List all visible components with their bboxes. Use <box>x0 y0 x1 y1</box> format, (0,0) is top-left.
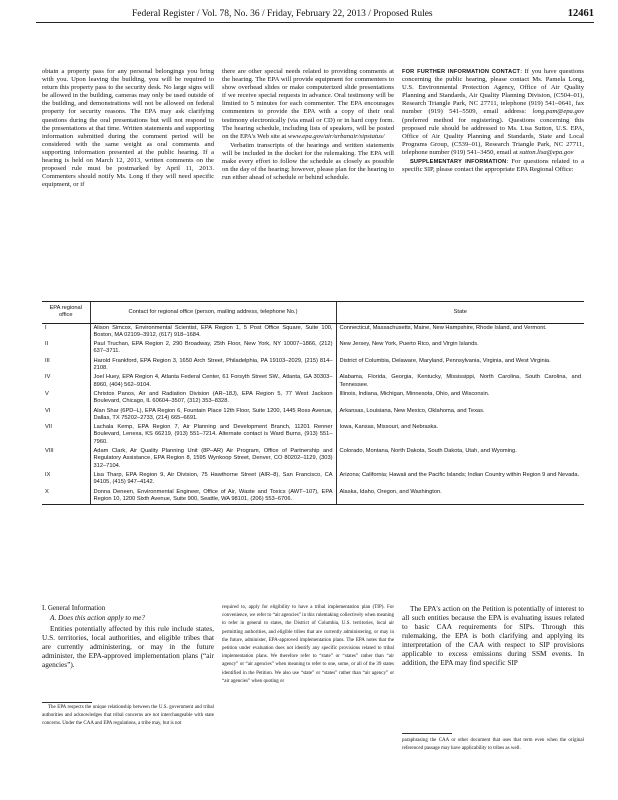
states-cell: Illinois, Indiana, Michigan, Minnesota, Ohio, and Wisconsin. <box>336 390 584 407</box>
hearing-text: there are other special needs related to providing comments at the hearing. The EPA will provide equipment for commenters to show overhead slides or make computerized slide presentations if we receive special requests in advance. Oral testimony will be limited to 5 minutes for each commenter. The EPA encourages commenters to provide the EPA with a copy of their oral testimony electronically (via email or CD) or in hard copy form. The hearing schedule, including lists of speakers, will be posted on the EPA's Web site at <box>222 68 394 140</box>
column-header: Contact for regional office (person, mailing address, telephone No.) <box>90 302 336 324</box>
running-header <box>36 8 594 23</box>
subheading: A. Does this action apply to me? <box>50 613 146 622</box>
paragraph <box>222 68 394 141</box>
region-id: III <box>45 357 50 364</box>
table-row <box>42 357 584 374</box>
states-cell: Connecticut, Massachusetts, Maine, New Hampshire, Rhode Island, and Vermont. <box>336 323 584 340</box>
region-id: II <box>45 341 49 348</box>
table-row <box>42 423 584 447</box>
schedule-url[interactable]: www.epa.gov/air/urbanair/sipstatus/ <box>287 132 385 140</box>
column-2-text <box>222 68 394 183</box>
page-number: 12461 <box>567 8 594 19</box>
section-headings <box>42 604 214 613</box>
section-body <box>42 613 214 671</box>
table-row <box>42 407 584 424</box>
table-row <box>42 447 584 471</box>
table-body <box>42 323 584 505</box>
table-row <box>42 488 584 505</box>
paragraph: obtain a property pass for any personal belongings you bring with you. Upon leaving the building, you will be required to return this property pass to the security desk. No large signs will be allowed in the building, cameras may only be used outside of the building, and demonstrations will not be allowed on federal property for security reasons. The EPA may ask clarifying questions during the oral presentations but will not respond to the presentations at that time. Written statements and supporting information submitted during the comment period will be considered with the same weight as oral comments and supporting information presented at the public hearing. If a hearing is held on March 12, 2013, written comments on the proposed rule must be postmarked by April 11, 2013. Commenters should notify Ms. Long if they will need specific equipment, or if <box>42 68 214 189</box>
states-cell: Iowa, Kansas, Missouri, and Nebraska. <box>336 423 584 447</box>
contact-cell: Christos Panos, Air and Radiation Division (AR–18J), EPA Region 5, 77 West Jackson Boulevard, Chicago, IL 60604–3507, (312) 353–8328. <box>90 390 336 407</box>
footnote: The EPA respects the unique relationship between the U.S. government and tribal authorities and acknowledges that tribal concerns are not interchangeable with state concerns. Under the CAA and EPA regulations, a tribe may, but is not <box>42 705 214 727</box>
further-info-heading: FOR FURTHER INFORMATION CONTACT <box>402 69 521 75</box>
states-cell: District of Columbia, Delaware, Maryland, Pennsylvania, Virginia, and West Virginia. <box>336 357 584 374</box>
contact-cell: Lisa Tharp, EPA Region 9, Air Division, 75 Hawthorne Street (AIR–8), San Francisco, CA 94105, (415) 947–4142. <box>90 471 336 488</box>
states-cell: Alabama, Florida, Georgia, Kentucky, Mississippi, North Carolina, South Carolina, and Tennessee. <box>336 373 584 390</box>
states-cell: Colorado, Montana, North Dakota, South Dakota, Utah, and Wyoming. <box>336 447 584 471</box>
supplementary-heading: SUPPLEMENTARY INFORMATION <box>410 159 507 166</box>
column-header: State <box>336 302 584 324</box>
paragraph: Verbatim transcripts of the hearings and written statements will be included in the docket for the rulemaking. The EPA will make every effort to follow the schedule as closely as possible on the day of the hearing; however, please plan for the hearing to run either ahead of schedule or behind schedule. <box>222 141 394 182</box>
contact-cell: Donna Deneen, Environmental Engineer, Office of Air, Waste and Toxics (AWT–107), EPA Region 10, 1200 Sixth Avenue, Suite 900, Seattle, WA 98101, (206) 553–6706. <box>90 488 336 505</box>
table-row <box>42 471 584 488</box>
region-id: VII <box>45 424 52 431</box>
email-link[interactable]: long.pam@epa.gov <box>532 108 585 116</box>
states-cell: New Jersey, New York, Puerto Rico, and Virgin Islands. <box>336 340 584 357</box>
table-row <box>42 390 584 407</box>
states-cell: Alaska, Idaho, Oregon, and Washington. <box>336 488 584 505</box>
column-header: EPA regional office <box>42 302 90 324</box>
contact-cell: Paul Truchan, EPA Region 2, 290 Broadway, 25th Floor, New York, NY 10007–1866, (212) 637–3711. <box>90 340 336 357</box>
states-cell: Arizona; California; Hawaii and the Pacific Islands; Indian Country within Region 9 and Nevada. <box>336 471 584 488</box>
table-row <box>42 373 584 390</box>
table-header-row <box>42 302 584 324</box>
regional-contacts-table <box>42 301 584 505</box>
column-3-text <box>402 68 584 175</box>
region-id: VIII <box>45 448 54 455</box>
section-heading: I. General Information <box>42 604 106 612</box>
footnote-continued: required to, apply for eligibility to have a tribal implementation plan (TIP). For convenience, we refer to “air agencies” in this rulemaking collectively when meaning to refer in general to states, the District of Columbia, U.S. territories, local air permitting authorities, and eligible tribes that are currently administering, or may in the future, administer, EPA-approved implementation plans. The EPA notes that the petition under evaluation does not identify any specific provisions related to tribal implementation plans. We therefore refer to “state” or “states” rather than “air agency” or “air agencies” when meaning to refer to one, some, or all of the 39 states identified in the Petition. We also use “state” or “states” rather than “air agency” or “air agencies” when quoting or <box>222 605 394 684</box>
contact-cell: Joel Huey, EPA Region 4, Atlanta Federal Center, 61 Forsyth Street SW., Atlanta, GA 30303–8960, (404) 562–9104. <box>90 373 336 390</box>
region-id: I <box>45 324 47 331</box>
region-id: IV <box>45 374 51 381</box>
column-1-text <box>42 68 214 190</box>
contact-cell: Lachala Kemp, EPA Region 7, Air Planning and Development Branch, 11201 Renner Boulevard, Lenexa, KS 66219, (913) 551–7214. Alternate contact is Ward Burns, (913) 551–7960. <box>90 423 336 447</box>
region-id: V <box>45 390 49 397</box>
footnote-divider <box>42 702 92 703</box>
supplementary-paragraph: SUPPLEMENTARY INFORMATION: For questions related to a specific SIP, please contact the appropriate EPA Regional Office: <box>402 158 584 174</box>
contact-cell: Harold Frankford, EPA Region 3, 1650 Arch Street, Philadelphia, PA 19103–2029, (215) 814–2108. <box>90 357 336 374</box>
email-link[interactable]: sutton.lisa@epa.gov <box>519 148 574 156</box>
paragraph: Entities potentially affected by this rule include states, U.S. territories, local authorities, and eligible tribes that are currently administering, or may in the future administer, the EPA-approved implementation plans (“air agencies”). <box>42 624 214 669</box>
contact-paragraph: FOR FURTHER INFORMATION CONTACT: If you have questions concerning the public hearing, please contact Ms. Pamela Long, U.S. Environmental Protection Agency, Office of Air Quality Planning and Standards, Air Quality Planning Division, (C504–01), Research Triangle Park, NC 27711, telephone (919) 541–0641, fax number (919) 541–5509, email address: long.pam@epa.gov (preferred method for registering). Questions concerning this proposed rule should be addressed to Ms. Lisa Sutton, U.S. EPA, Office of Air Quality Planning and Standards, State and Local Programs Group, (C539–01), Research Triangle Park, NC 27711, telephone number (919) 541–3450, email at sutton.lisa@epa.gov <box>402 68 585 156</box>
header-citation: Federal Register / Vol. 78, No. 36 / Friday, February 22, 2013 / Proposed Rules <box>132 9 433 19</box>
region-id: X <box>42 488 90 505</box>
footnote-continued: paraphrasing the CAA or other document that uses that term even when the original referenced passage may have applicability to tribes as well. <box>402 738 584 752</box>
table-row <box>42 340 584 357</box>
states-cell: Arkansas, Louisiana, New Mexico, Oklahoma, and Texas. <box>336 407 584 424</box>
region-id: IX <box>45 471 51 478</box>
footnote-divider <box>402 733 452 734</box>
region-id: VI <box>45 407 51 414</box>
contact-cell: Alison Simcox, Environmental Scientist, EPA Region 1, 5 Post Office Square, Suite 100, Boston, MA 02109–3912, (617) 918–1684. <box>90 323 336 340</box>
contact-cell: Alan Shar (6PD–L), EPA Region 6, Fountain Place 12th Floor, Suite 1200, 1445 Ross Avenue, Dallas, TX 75202–2733, (214) 665–6691. <box>90 407 336 424</box>
contact-cell: Adam Clark, Air Quality Planning Unit (8P–AR) Air Program, Office of Partnership and Regulatory Assistance, EPA Region 8, 1595 Wynkoop Street, Denver, CO 80202–1129, (303) 312–7104. <box>90 447 336 471</box>
table-row <box>42 323 584 340</box>
column-3-body: The EPA's action on the Petition is potentially of interest to all such entities because the EPA is evaluating issues related to basic CAA requirements for SIPs. Through this rulemaking, the EPA is both clarifying and applying its interpretation of the CAA with respect to SIP provisions applicable to excess emissions during SSM events. In addition, the EPA may find specific SIP <box>402 604 584 667</box>
